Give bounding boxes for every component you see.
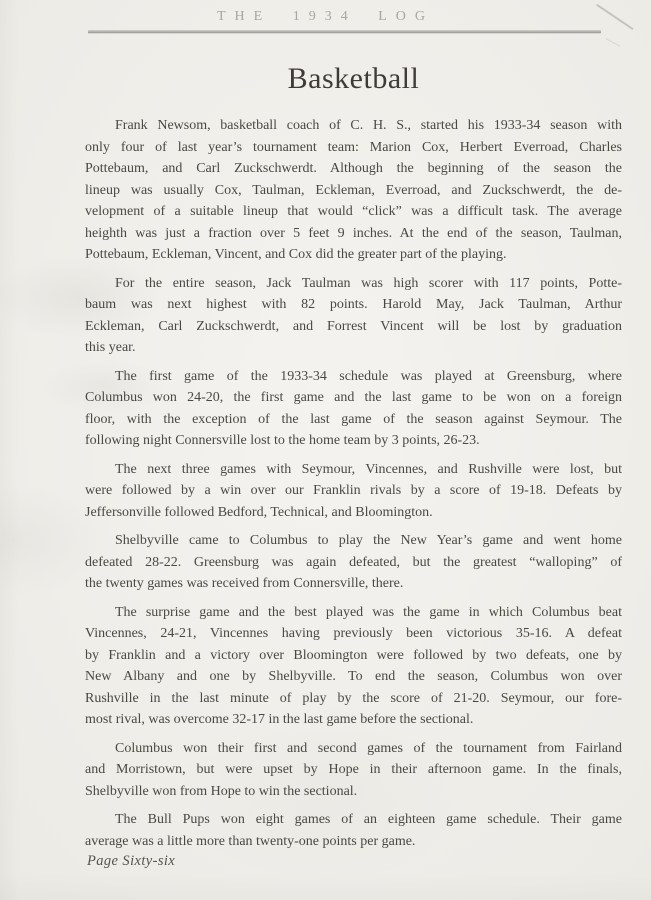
paragraph [85, 809, 622, 852]
text-line: Frank Newsom, basketball coach of C. H. S., started his 1933-34 season with [115, 118, 622, 133]
text-line: this year. [85, 340, 136, 355]
text-line: only four of last year’s tournament team: Marion Cox, Herbert Everroad, Charles [85, 139, 622, 155]
paragraph [85, 602, 622, 731]
paragraph [85, 738, 622, 803]
text-line: average was a little more than twenty-one points per game. [85, 833, 416, 849]
text-line: defeated 28-22. Greensburg was again defeated, but the greatest “walloping” of [85, 554, 622, 570]
text-line: Rushville in the last minute of play by the score of 21-20. Seymour, our fore- [85, 690, 622, 706]
paragraph [85, 459, 622, 524]
text-line: Jeffersonville followed Bedford, Technical, and Bloomington. [85, 504, 433, 520]
text-line: and Morristown, but were upset by Hope in their afternoon game. In the finals, [85, 762, 622, 777]
text-line: velopment of a suitable lineup that would “click” was a difficult task. The average [85, 204, 622, 219]
text-line: Columbus won their first and second games of the tournament from Fairland [115, 740, 622, 756]
text-line: following night Connersville lost to the home team by 3 points, 26-23. [85, 433, 480, 448]
header-rule [88, 30, 601, 34]
text-line: by Franklin and a victory over Bloomington were followed by two defeats, one by [85, 647, 622, 663]
text-line: lineup was usually Cox, Taulman, Eckleman, Everroad, and Zuckschwerdt, the de- [85, 182, 622, 198]
text-line: floor, with the exception of the last game of the season against Seymour. The [85, 411, 622, 427]
text-line: The first game of the 1933-34 schedule was played at Greensburg, where [115, 368, 622, 384]
text-line: Shelbyville came to Columbus to play the New Year’s game and went home [115, 533, 622, 548]
running-head: THE 1934 LOG [217, 9, 434, 24]
text-line: Vincennes, 24-21, Vincennes having previously been victorious 35-16. A defeat [85, 626, 622, 641]
text-line: were followed by a win over our Franklin rivals by a score of 19-18. Defeats by [85, 483, 622, 498]
text-line: Eckleman, Carl Zuckschwerdt, and Forrest Vincent will be lost by graduation [85, 318, 622, 334]
text-line: For the entire season, Jack Taulman was high scorer with 117 points, Potte- [115, 275, 622, 291]
text-line: baum was next highest with 82 points. Harold May, Jack Taulman, Arthur [85, 297, 622, 312]
text-line: the twenty games was received from Connersville, there. [85, 576, 404, 591]
scan-scratch-artifact [606, 38, 621, 46]
page-title: Basketball [287, 62, 420, 95]
paragraph [85, 530, 622, 595]
text-line: Pottebaum, Eckleman, Vincent, and Cox did the greater part of the playing. [85, 247, 507, 262]
article-body [85, 115, 622, 859]
text-line: The Bull Pups won eight games of an eighteen game schedule. Their game [115, 812, 622, 827]
text-line: Columbus won 24-20, the first game and the last game to be won on a foreign [85, 390, 622, 405]
text-line: most rival, was overcome 32-17 in the last game before the sectional. [85, 712, 474, 727]
paragraph [85, 115, 622, 266]
paragraph [85, 273, 622, 359]
text-line: The next three games with Seymour, Vincennes, and Rushville were lost, but [115, 461, 622, 477]
text-line: New Albany and one by Shelbyville. To end the season, Columbus won over [85, 669, 622, 684]
page-number: Page Sixty-six [87, 853, 176, 869]
text-line: The surprise game and the best played was the game in which Columbus beat [115, 604, 622, 620]
text-line: Pottebaum, and Carl Zuckschwerdt. Although the beginning of the season the [85, 161, 622, 176]
text-line: heighth was just a fraction over 5 feet 9 inches. At the end of the season, Taulman, [85, 225, 622, 241]
text-line: Shelbyville won from Hope to win the sectional. [85, 783, 358, 799]
paragraph [85, 366, 622, 452]
